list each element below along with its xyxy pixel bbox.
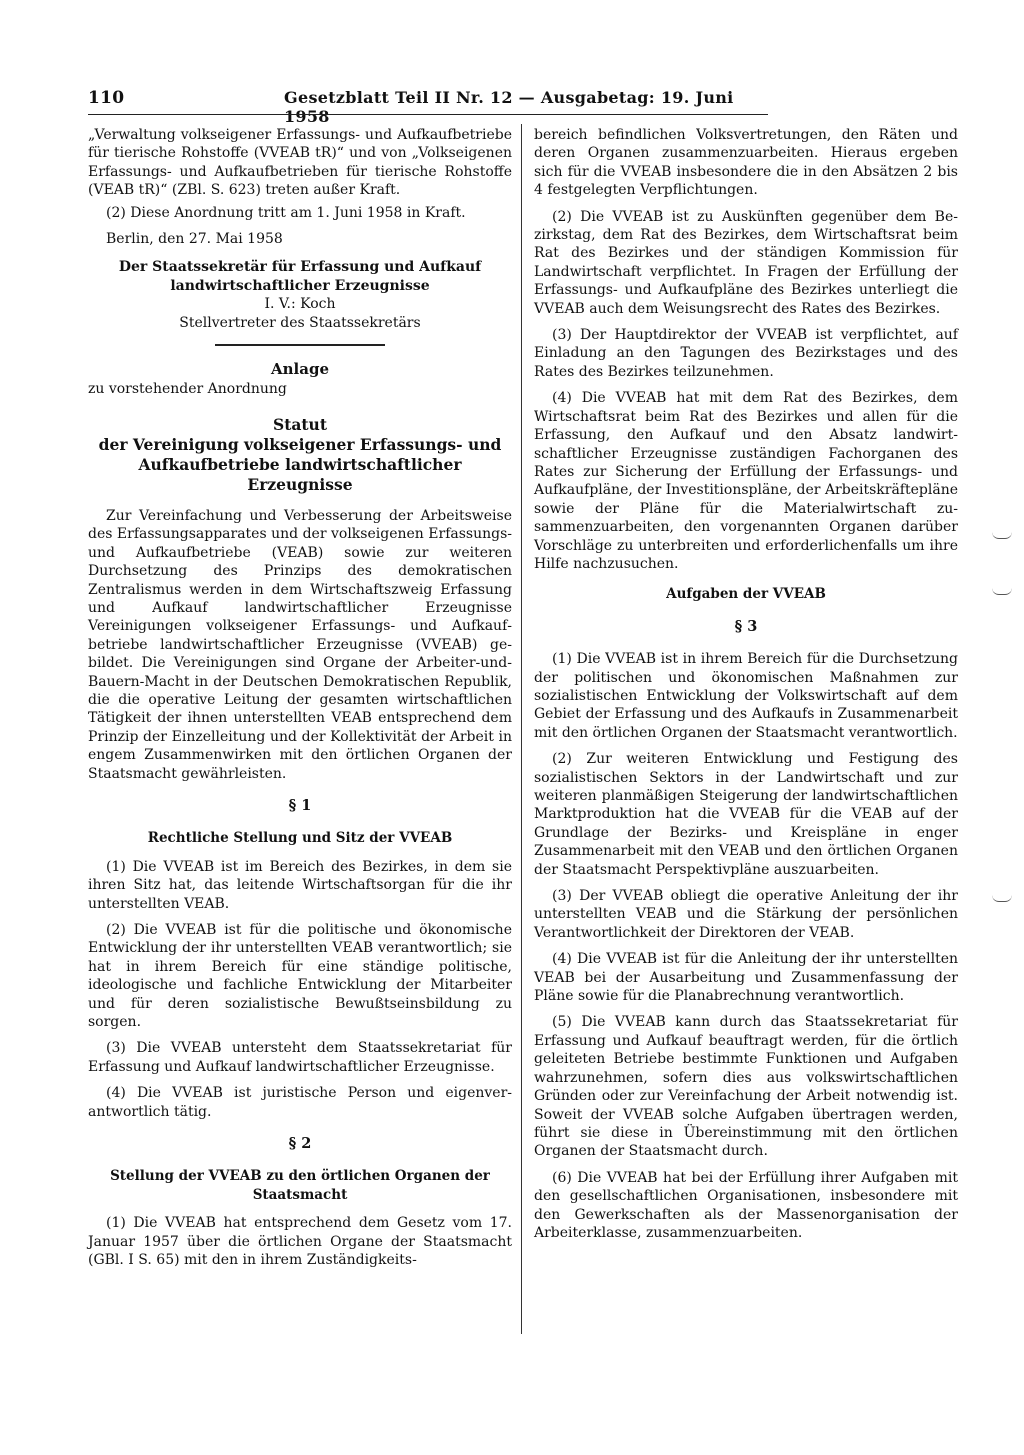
preamble: Zur Vereinfachung und Verbesserung der Arbeitsweise des Erfassungsapparates und der volkseigenen Erfassungs- und Aufkaufbetriebe (VEAB) sowie zur weiteren Durchsetzung des Prinzips des demokratischen Zentralismus werden in dem Wirtschaftszweig Erfassung und Aufkauf landwirtschaftlicher Erzeugnisse Vereinigungen volkseigener Erfassungs- und Aufkaufbetriebe landwirtschaftlicher Erzeugnisse (VVEAB) gebildet. Die Vereinigungen sind Organe der Arbeiter-und-Bauern-Macht in der Deutschen Demokratischen Republik, die die operative Leitung der gesamten wirtschaftlichen Tätigkeit der ihnen unterstellten VEAB entsprechend dem Prinzip der Einzelleitung und der Kollektivität der Arbeit in engem Zusammenwirken mit den örtlichen Organen der Staatsmacht gewährleisten. <box>88 507 512 782</box>
paragraph: (4) Die VVEAB ist für die Anleitung der ihr unterstellten VEAB bei der Ausarbeitung und Zusammenfassung der Pläne sowie für die Planabrechnung verantwortlich. <box>534 951 958 1005</box>
running-title: Gesetzblatt Teil II Nr. 12 — Ausgabetag: 19. Juni 1958 <box>284 88 734 126</box>
signature-role: Stellvertreter des Staatssekretärs <box>179 314 421 331</box>
paragraph: (2) Diese Anordnung tritt am 1. Juni 1958 in Kraft. <box>106 204 466 221</box>
statute-title-line: der Vereinigung volkseigener Erfassungs- und <box>98 434 502 454</box>
margin-mark <box>992 532 1012 539</box>
section-rule <box>215 344 385 346</box>
paragraph: (4) Die VVEAB hat mit dem Rat des Bezirkes, dem Wirtschaftsrat beim Rat des Bezirkes und allen für die Erfassung, den Aufkauf und den Absatz landwirtschaftlicher Erzeugnisse zuständigen Fachorganen des Rates zur Sicherung der Erfüllung der Erfassungs- und Aufkaufpläne, der Investitionspläne, der Arbeitskräftepläne sowie der Pläne für die Materialwirtschaft zusammenzuarbeiten, den vorgenannten Organen darüber Vorschläge zu unterbreiten und erforderlichenfalls um ihre Hilfe nachzusuchen. <box>534 390 958 572</box>
paragraph: (2) Die VVEAB ist für die politische und ökonomische Entwicklung der ihr unterstellten VEAB verantwortlich; sie hat in ihrem Bereich für eine ständige politische, ideologische und fachliche Entwicklung der Mitarbeiter und für deren sozialistische Bewußtseinsbildung zu sorgen. <box>88 922 512 1031</box>
page-number: 110 <box>88 88 125 108</box>
paragraph: (1) Die VVEAB ist in ihrem Bereich für die Durchsetzung der politischen und ökonomischen Maßnahmen zur sozialistischen Entwicklung der Volkswirtschaft auf dem Gebiet der Erfassung und des Aufkaufs in Zusammenarbeit mit den örtlichen Organen der Staatsmacht verantwortlich. <box>534 651 958 741</box>
paragraph: (3) Der VVEAB obliegt die operative Anleitung der ihr unterstellten VEAB und die Stärkung der persönlichen Verantwortlichkeit der Direktoren der VEAB. <box>534 888 958 941</box>
annex-subtitle: zu vorstehender Anordnung <box>88 381 287 398</box>
paragraph: (3) Die VVEAB untersteht dem Staatssekretariat für Erfassung und Aufkauf landwirtschaftlicher Erzeugnisse. <box>88 1040 512 1075</box>
paragraph: (2) Die VVEAB ist zu Auskünften gegenüber dem Bezirkstag, dem Rat des Bezirkes, dem Wirtschaftsrat beim Rat des Bezirkes und der ständigen Kommission für Landwirtschaft verpflichtet. In Fragen der Erfüllung der Erfassungs- und Aufkaufpläne des Bezirkes unterliegt die VVEAB auch dem Weisungsrecht des Rates des Bezirkes. <box>534 208 958 317</box>
signature-title: landwirtschaftlicher Erzeugnisse <box>170 277 430 294</box>
paragraph: (2) Zur weiteren Entwicklung und Festigung des sozialistischen Sektors in der Landwirtschaft und zur weiteren planmäßigen Steigerung der landwirtschaftlichen Marktproduktion hat die VVEAB für die VEAB auf der Grundlage der Bezirks- und Kreispläne in enger Zusammenarbeit mit den VEAB und den örtlichen Organen der Staatsmacht Perspektivpläne auszuarbeiten. <box>534 751 958 878</box>
section-heading: Stellung der VVEAB zu den örtlichen Organen der Staatsmacht <box>110 1168 490 1203</box>
page-header <box>88 86 768 126</box>
column-divider <box>521 124 522 1334</box>
paragraph: „Verwaltung volkseigener Erfassungs- und Aufkaufbetriebe für tierische Rohstoffe (VVEAB tR)“ und von „Volkseigenen Erfassungs- und Aufkaufbetrieben für tierische Rohstoffe (VEAB tR)“ (ZBl. S. 623) treten außer Kraft. <box>88 127 512 199</box>
statute-title-line: Statut <box>273 414 327 434</box>
annex-heading: Anlage <box>271 360 329 379</box>
header-rule <box>88 114 768 115</box>
margin-mark <box>992 588 1012 595</box>
signature-name: I. V.: Koch <box>264 296 336 313</box>
place-date: Berlin, den 27. Mai 1958 <box>106 231 283 248</box>
margin-mark <box>992 895 1012 902</box>
statute-title-line: Aufkaufbetriebe landwirtschaftlicher Erzeugnisse <box>138 454 462 494</box>
paragraph: (6) Die VVEAB hat bei der Erfüllung ihrer Aufgaben mit den gesellschaftlichen Organisationen, insbesondere mit den Gewerkschaften als der Massenorganisation der Arbeiterklasse, zusammenzuarbeiten. <box>534 1169 958 1241</box>
section-number: § 1 <box>288 796 312 814</box>
signature-block <box>88 258 512 332</box>
paragraph: (3) Der Hauptdirektor der VVEAB ist verpflichtet, auf Einladung an den Tagungen des Bezirkstages und des Rates des Bezirkes teilzunehmen. <box>534 327 958 380</box>
signature-title: Der Staatssekretär für Erfassung und Aufkauf <box>118 259 482 276</box>
paragraph: (5) Die VVEAB kann durch das Staatssekretariat für Erfassung und Aufkauf beauftragt werden, für die örtlich geleiteten Betriebe bestimmte Funktionen und Aufgaben wahrzunehmen, sofern dies aus volkswirtschaftlichen Gründen oder zur Vereinfachung der Arbeit notwendig ist. Soweit der VVEAB solche Aufgaben übertragen werden, führt sie diese in Übereinstimmung mit den örtlichen Organen der Staatsmacht durch. <box>534 1014 958 1160</box>
right-column <box>534 126 958 1250</box>
section-number: § 2 <box>288 1135 312 1153</box>
statute-title <box>88 415 512 495</box>
section-number: § 3 <box>734 617 758 635</box>
section-heading: Rechtliche Stellung und Sitz der VVEAB <box>147 830 453 847</box>
left-column <box>88 126 512 1278</box>
paragraph: (1) Die VVEAB hat entsprechend dem Gesetz vom 17. Januar 1957 über die örtlichen Organe der Staatsmacht (GBl. I S. 65) mit den in ihrem Zuständigkeits- <box>88 1215 512 1269</box>
paragraph: bereich befindlichen Volksvertretungen, den Räten und deren Organen zusammenzuarbeiten. Hieraus ergeben sich für die VVEAB insbesondere die in den Absätzen 2 bis 4 festgelegten Verpflichtungen. <box>534 127 958 199</box>
section-heading: Aufgaben der VVEAB <box>666 586 826 603</box>
paragraph: (1) Die VVEAB ist im Bereich des Bezirkes, in dem sie ihren Sitz hat, das leitende Wirtschaftsorgan für die ihr unterstellten VEAB. <box>88 858 512 912</box>
paragraph: (4) Die VVEAB ist juristische Person und eigenverantwortlich tätig. <box>88 1085 512 1120</box>
